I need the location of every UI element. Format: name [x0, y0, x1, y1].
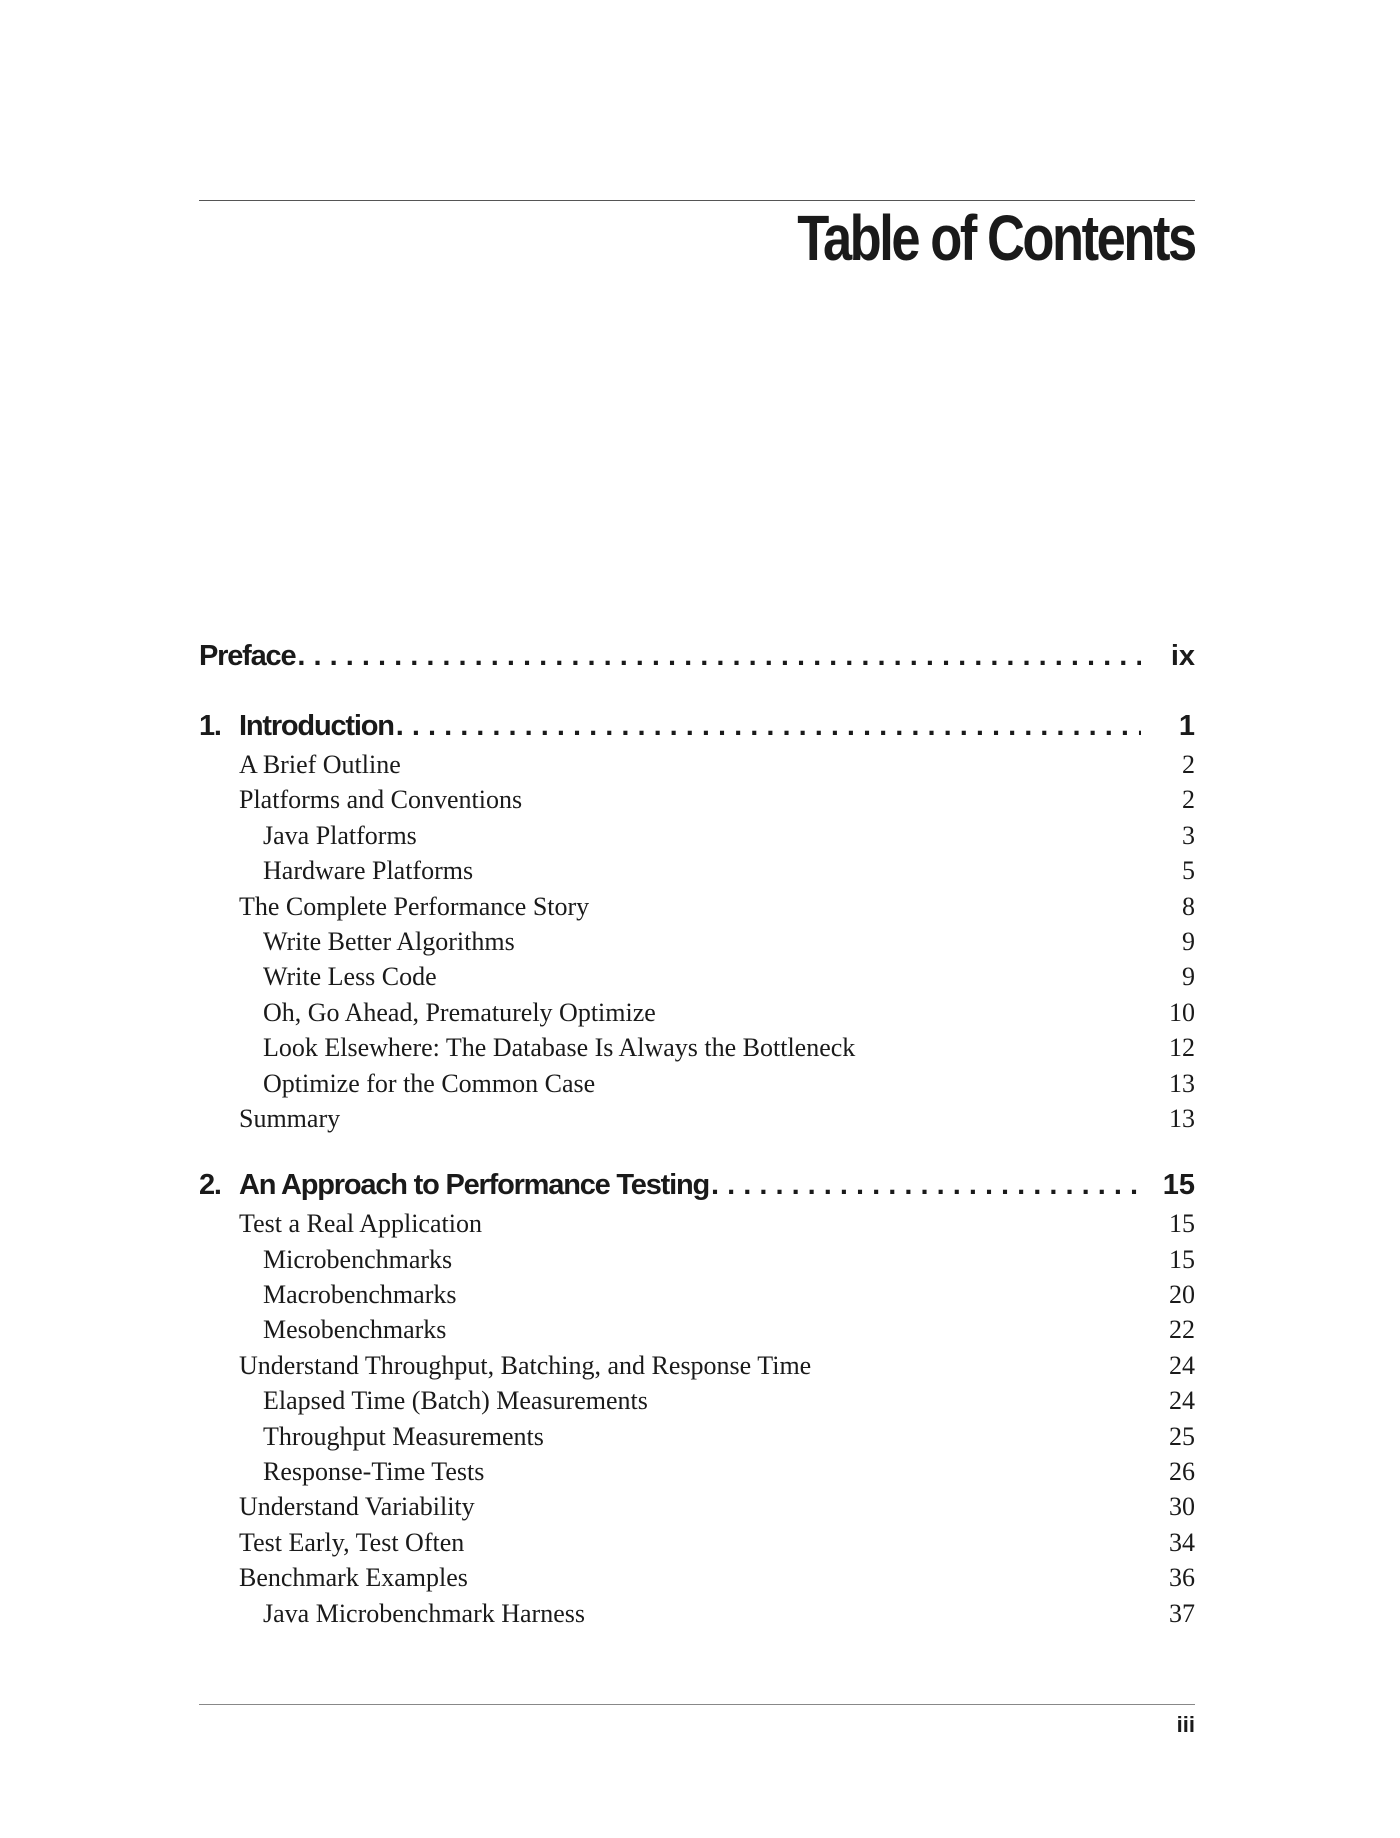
toc-chapter-heading[interactable] [199, 710, 1195, 750]
toc-entry-label: Understand Throughput, Batching, and Response Time [239, 1350, 812, 1380]
toc-entry-label: Hardware Platforms [263, 856, 474, 886]
toc-page-number: 15 [1169, 1244, 1195, 1274]
toc-entry-label: Optimize for the Common Case [263, 1068, 596, 1098]
toc-entry-label: A Brief Outline [239, 750, 401, 779]
toc-page-number: 8 [1182, 891, 1195, 921]
toc-entry[interactable] [199, 1069, 1195, 1104]
toc-page-number: 24 [1169, 1350, 1195, 1380]
toc-entry-label: Understand Variability [239, 1492, 475, 1522]
toc-page-number: 3 [1182, 820, 1195, 850]
toc-entry[interactable] [199, 1563, 1195, 1598]
chapter-title: Introduction [239, 710, 394, 742]
toc-entry[interactable] [199, 1528, 1195, 1563]
toc-entry[interactable] [199, 821, 1195, 856]
toc-page-number: 24 [1169, 1386, 1195, 1416]
toc-page-number: 2 [1182, 785, 1195, 815]
toc-entry-label: Benchmark Examples [239, 1563, 468, 1593]
toc-entry-label: Write Better Algorithms [263, 926, 515, 956]
toc-entry[interactable] [199, 1315, 1195, 1350]
toc-preface [199, 640, 1195, 680]
toc-entry-label: Elapsed Time (Batch) Measurements [263, 1386, 648, 1416]
toc-entry[interactable] [199, 1492, 1195, 1527]
toc-heading-label: Preface [199, 640, 296, 672]
toc-page-number: ix [1170, 640, 1195, 672]
toc-entry-label: Java Microbenchmark Harness [263, 1598, 585, 1628]
toc-entry-label: Macrobenchmarks [263, 1280, 457, 1310]
page-folio: iii [1176, 1712, 1195, 1737]
dot-leader [711, 1169, 1141, 1202]
toc-page-number: 9 [1182, 962, 1195, 992]
toc-entry[interactable] [199, 785, 1195, 820]
toc-entry[interactable] [199, 1033, 1195, 1068]
toc-entry-label: The Complete Performance Story [239, 891, 590, 921]
toc-page-number: 13 [1169, 1068, 1195, 1098]
toc-entry-label: Summary [239, 1103, 341, 1133]
toc-page-number: 30 [1169, 1492, 1195, 1522]
chapter-number: 1. [199, 710, 221, 742]
toc-entry[interactable] [199, 892, 1195, 927]
toc-heading-preface[interactable] [199, 640, 1195, 680]
toc-chapters [199, 710, 1195, 1634]
toc-page-number: 20 [1169, 1280, 1195, 1310]
toc-page-number: 12 [1169, 1033, 1195, 1063]
toc-page-number: 36 [1169, 1563, 1195, 1593]
chapter-number: 2. [199, 1169, 221, 1202]
toc-page-number: 22 [1169, 1315, 1195, 1345]
toc-entry[interactable] [199, 1351, 1195, 1386]
toc-entry[interactable] [199, 1457, 1195, 1492]
dot-leader [396, 710, 1141, 743]
toc-entry[interactable] [199, 998, 1195, 1033]
toc-entry-label: Mesobenchmarks [263, 1315, 447, 1345]
toc-entry[interactable] [199, 1209, 1195, 1244]
toc-chapter [199, 710, 1195, 1139]
toc-chapter-heading[interactable] [199, 1169, 1195, 1209]
toc-entry[interactable] [199, 1386, 1195, 1421]
toc-entry[interactable] [199, 1280, 1195, 1315]
toc-page-number: 34 [1169, 1527, 1195, 1557]
toc-page-number: 1 [1178, 710, 1195, 742]
toc-entry[interactable] [199, 1104, 1195, 1139]
toc-entry[interactable] [199, 927, 1195, 962]
toc-entry-label: Microbenchmarks [263, 1244, 453, 1274]
bottom-rule [199, 1704, 1195, 1705]
toc-list [199, 640, 1195, 1664]
toc-page-number: 37 [1169, 1598, 1195, 1628]
toc-entry-label: Java Platforms [263, 820, 417, 850]
toc-page-number: 9 [1182, 926, 1195, 956]
dot-leader [297, 640, 1141, 673]
top-rule [199, 200, 1195, 201]
toc-entry-label: Test a Real Application [239, 1209, 482, 1239]
page-title: Table of Contents [797, 202, 1195, 274]
toc-entry[interactable] [199, 750, 1195, 785]
toc-entry[interactable] [199, 962, 1195, 997]
toc-entry[interactable] [199, 856, 1195, 891]
toc-page-number: 2 [1182, 750, 1195, 779]
toc-page-number: 13 [1169, 1103, 1195, 1133]
toc-page-number: 26 [1169, 1457, 1195, 1487]
toc-page-number: 10 [1169, 997, 1195, 1027]
toc-entry-label: Write Less Code [263, 962, 437, 992]
chapter-title: An Approach to Performance Testing [239, 1169, 709, 1202]
toc-entry-label: Test Early, Test Often [239, 1527, 465, 1557]
toc-entry[interactable] [199, 1422, 1195, 1457]
toc-entry-label: Look Elsewhere: The Database Is Always the Bottleneck [263, 1033, 856, 1063]
toc-page-number: 15 [1169, 1209, 1195, 1239]
toc-entry-label: Throughput Measurements [263, 1421, 544, 1451]
toc-entry-label: Platforms and Conventions [239, 785, 523, 815]
toc-page-number: 25 [1169, 1421, 1195, 1451]
toc-chapter [199, 1169, 1195, 1634]
toc-page-number: 15 [1162, 1169, 1195, 1202]
toc-entry[interactable] [199, 1245, 1195, 1280]
toc-entry-label: Oh, Go Ahead, Prematurely Optimize [263, 997, 656, 1027]
toc-page-number: 5 [1182, 856, 1195, 886]
toc-entry[interactable] [199, 1599, 1195, 1634]
toc-entry-label: Response-Time Tests [263, 1457, 485, 1487]
